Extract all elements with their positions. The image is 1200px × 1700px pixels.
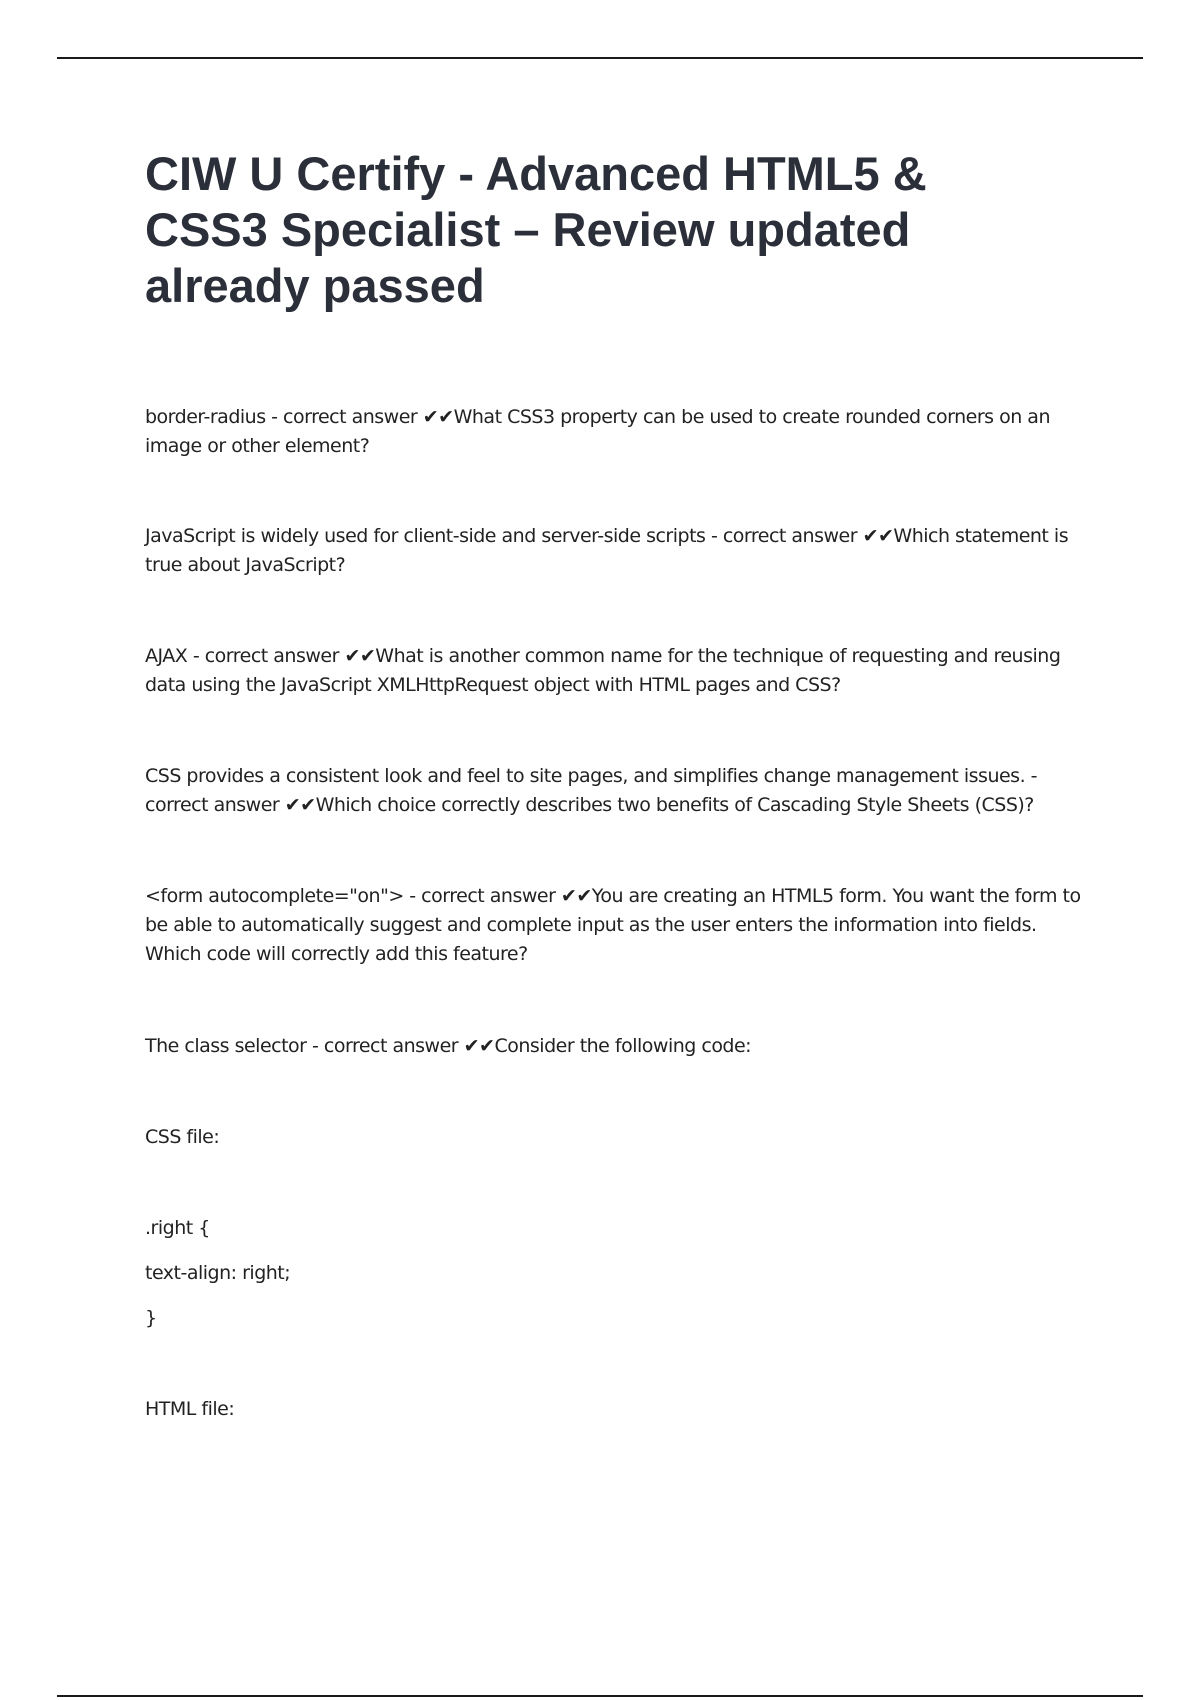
code-line-text-align: text-align: right; — [145, 1262, 291, 1284]
qa-ajax: AJAX - correct answer ✔✔What is another common name for the technique of requesting and reusing data using the JavaScript XMLHttpRequest object with HTML pages and CSS? — [145, 645, 1061, 696]
code-label-html-file: HTML file: — [145, 1398, 235, 1420]
qa-border-radius: border-radius - correct answer ✔✔What CSS3 property can be used to create rounded corners on an image or other element? — [145, 406, 1050, 457]
qa-class-selector: The class selector - correct answer ✔✔Consider the following code: — [145, 1035, 752, 1057]
top-rule — [57, 57, 1143, 59]
code-label-css-file: CSS file: — [145, 1126, 220, 1148]
qa-form-autocomplete: <form autocomplete="on"> - correct answer ✔✔You are creating an HTML5 form. You want the form to be able to automatically suggest and complete input as the user enters the information into fields. Which code will correctly add this feature? — [145, 885, 1081, 965]
qa-css-benefits: CSS provides a consistent look and feel to site pages, and simplifies change management issues. - correct answer ✔✔Which choice correctly describes two benefits of Cascading Style Sheets (CSS)? — [145, 765, 1038, 816]
code-line-right-open: .right { — [145, 1217, 210, 1239]
document-title: CIW U Certify - Advanced HTML5 & CSS3 Specialist – Review updated already passed — [145, 147, 927, 312]
qa-javascript: JavaScript is widely used for client-side and server-side scripts - correct answer ✔✔Which statement is true about JavaScript? — [145, 525, 1069, 576]
code-line-close-brace: } — [145, 1307, 157, 1329]
bottom-rule — [57, 1695, 1143, 1697]
